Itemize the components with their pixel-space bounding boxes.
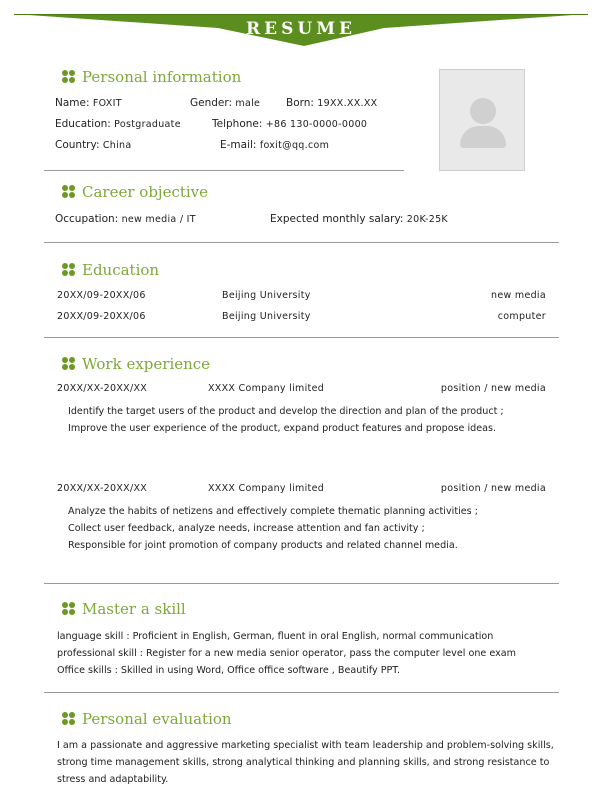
skills-list: [57, 628, 516, 679]
section-heading-education: [62, 261, 159, 279]
email-field: [220, 139, 329, 151]
skill-line: Office skills : Skilled in using Word, Office office software , Beautify PPT.: [57, 665, 401, 676]
divider: [44, 170, 404, 171]
job-line: Collect user feedback, analyze needs, increase attention and fan activity ;: [68, 523, 425, 534]
heading-text: Work experience: [82, 355, 211, 373]
clover-icon: [62, 263, 76, 277]
education-major: computer: [497, 311, 546, 322]
born-value: 19XX.XX.XX: [317, 98, 378, 109]
section-heading-evaluation: [62, 710, 232, 728]
clover-icon: [62, 602, 76, 616]
email-value: foxit@qq.com: [259, 140, 330, 151]
education-period: 20XX/09-20XX/06: [57, 311, 146, 322]
education-period: 20XX/09-20XX/06: [57, 290, 146, 301]
avatar-head: [470, 98, 496, 124]
heading-text: Personal information: [82, 68, 242, 86]
avatar-body: [460, 126, 506, 148]
gender-field: [190, 97, 260, 109]
salary-field: [270, 213, 448, 225]
evaluation-line: strong time management skills, strong analytical thinking and planning skills, and strong resistance to: [57, 757, 550, 768]
job-period: 20XX/XX-20XX/XX: [57, 483, 148, 494]
job-line: Improve the user experience of the product, expand product features and propose ideas.: [68, 423, 497, 434]
skill-line: language skill : Proficient in English, German, fluent in oral English, normal communication: [57, 631, 494, 642]
divider: [44, 692, 559, 693]
section-heading-skills: [62, 600, 186, 618]
section-heading-work: [62, 355, 210, 373]
occupation-value: new media / IT: [121, 214, 196, 225]
occupation-label: Occupation:: [55, 213, 119, 225]
country-value: China: [102, 140, 132, 151]
telephone-label: Telphone:: [212, 118, 263, 130]
job-description: [68, 403, 504, 437]
country-label: Country:: [55, 139, 100, 151]
evaluation-line: stress and adaptability.: [57, 774, 169, 785]
job-position: position / new media: [440, 483, 546, 494]
born-label: Born:: [286, 97, 314, 109]
heading-text: Master a skill: [82, 600, 186, 618]
job-line: Responsible for joint promotion of company products and related channel media.: [68, 540, 458, 551]
divider: [44, 242, 559, 243]
occupation-field: [55, 213, 196, 225]
gender-label: Gender:: [190, 97, 233, 109]
heading-text: Personal evaluation: [82, 710, 232, 728]
evaluation-line: I am a passionate and aggressive marketing specialist with team leadership and problem-solving skills,: [57, 740, 554, 751]
evaluation-text: [57, 737, 554, 788]
email-label: E-mail:: [220, 139, 257, 151]
banner-title: RESUME: [246, 19, 356, 39]
born-field: [286, 97, 377, 109]
name-value: FOXIT: [92, 98, 122, 109]
job-line: Identify the target users of the product and develop the direction and plan of the product ;: [68, 406, 504, 417]
salary-value: 20K-25K: [406, 214, 448, 225]
job-company: XXXX Company limited: [208, 383, 325, 394]
salary-label: Expected monthly salary:: [270, 213, 404, 225]
gender-value: male: [235, 98, 261, 109]
heading-text: Career objective: [82, 183, 209, 201]
telephone-field: [212, 118, 367, 130]
clover-icon: [62, 712, 76, 726]
job-line: Analyze the habits of netizens and effectively complete thematic planning activities ;: [68, 506, 478, 517]
education-major: new media: [491, 290, 546, 301]
job-position: position / new media: [440, 383, 546, 394]
job-description: [68, 503, 478, 554]
education-value: Postgraduate: [114, 119, 181, 130]
name-label: Name:: [55, 97, 90, 109]
section-heading-personal: [62, 68, 241, 86]
job-company: XXXX Company limited: [208, 483, 325, 494]
section-heading-career: [62, 183, 208, 201]
clover-icon: [62, 185, 76, 199]
clover-icon: [62, 70, 76, 84]
education-school: Beijing University: [222, 290, 311, 301]
name-field: [55, 97, 122, 109]
clover-icon: [62, 357, 76, 371]
skill-line: professional skill : Register for a new media senior operator, pass the computer level one exam: [57, 648, 516, 659]
job-period: 20XX/XX-20XX/XX: [57, 383, 148, 394]
divider: [44, 583, 559, 584]
heading-text: Education: [82, 261, 160, 279]
country-field: [55, 139, 131, 151]
education-field: [55, 118, 181, 130]
avatar-placeholder-icon: [439, 69, 525, 171]
resume-banner: [14, 14, 588, 54]
telephone-value: +86 130-0000-0000: [265, 119, 368, 130]
education-school: Beijing University: [222, 311, 311, 322]
education-label: Education:: [55, 118, 111, 130]
divider: [44, 337, 559, 338]
